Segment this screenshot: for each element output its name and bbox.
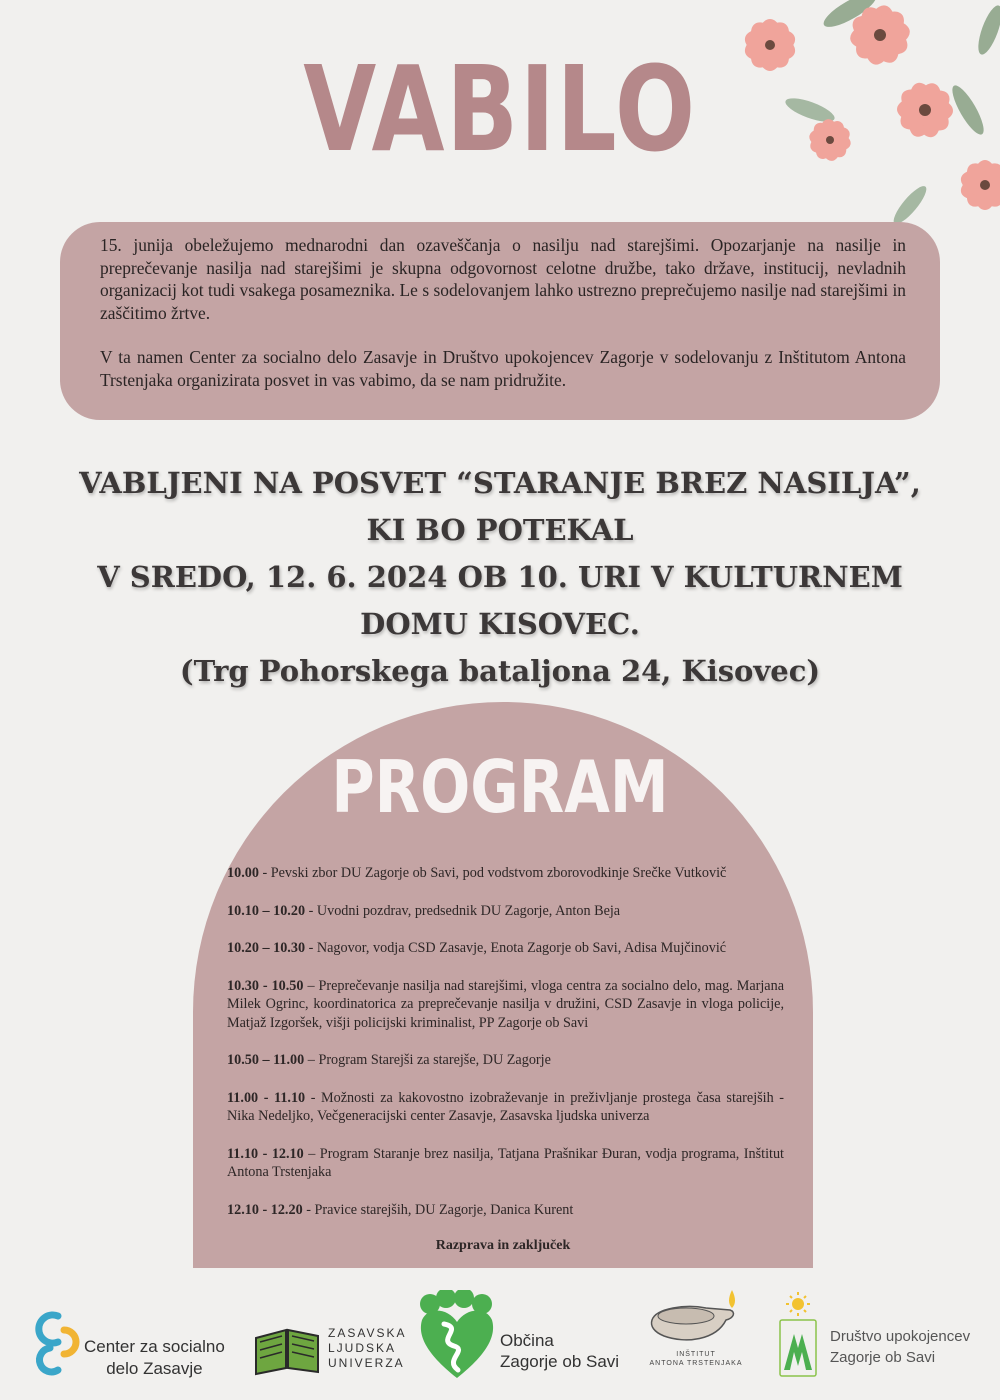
obcina-logo-line-1: Občina: [500, 1331, 554, 1350]
program-title: PROGRAM: [331, 745, 669, 829]
program-item: [227, 1201, 784, 1220]
intro-panel: [60, 222, 940, 420]
zlu-logo-line-2: LJUDSKA: [328, 1341, 397, 1355]
program-item: [227, 1051, 784, 1070]
obcina-logo: [414, 1290, 644, 1390]
program-item-time: 12.10 - 12.20: [227, 1201, 303, 1218]
oil-lamp-icon: [646, 1286, 746, 1348]
program-item-time: 11.00 - 11.10: [227, 1089, 306, 1106]
program-item-text: - Uvodni pozdrav, predsednik DU Zagorje, Anton Beja: [305, 902, 621, 919]
institut-logo-line-2: ANTONA TRSTENJAKA: [649, 1360, 743, 1367]
program-list: [227, 864, 784, 1238]
event-line-1: VABLJENI NA POSVET “STARANJE BREZ NASILJA”,: [79, 466, 921, 500]
du-logo-line-2: Zagorje ob Savi: [830, 1349, 936, 1366]
program-item-text: - Nagovor, vodja CSD Zasavje, Enota Zagorje ob Savi, Adisa Mujčinović: [305, 940, 727, 956]
institut-logo-line-1: INŠTITUT: [676, 1351, 716, 1358]
zlu-logo-line-1: ZASAVSKA: [328, 1326, 407, 1340]
partner-logos: [0, 1282, 1000, 1400]
du-logo-line-1: Društvo upokojencev: [830, 1328, 971, 1345]
csd-logo-icon: [28, 1308, 90, 1378]
du-logo: [776, 1290, 986, 1390]
program-item-text: – Program Starejši za starejše, DU Zagorje: [304, 1052, 551, 1068]
intro-paragraph-1: 15. junija obeležujemo mednarodni dan ozaveščanja o nasilju nad starejšimi. Opozarjanje na nasilje in preprečevanje nasilja nad starejšimi je skupna odgovornost celotne družbe, tako države, institucij, nevladnih organizacij kot tudi vsakega posameznika. Le s sodelovanjem lahko ustrezno preprečujemo nasilje nad starejšimi in zaščitimo žrtve.: [100, 235, 906, 323]
program-item-time: 10.30 - 10.50: [227, 977, 304, 994]
program-item-text: - Pevski zbor DU Zagorje ob Savi, pod vodstvom zborovodkinje Srečke Vutkovič: [258, 865, 727, 881]
institut-logo: [646, 1286, 746, 1386]
book-icon: [252, 1324, 322, 1376]
event-line-2: KI BO POTEKAL: [366, 513, 634, 547]
program-item: [227, 977, 784, 1033]
event-address: (Trg Pohorskega bataljona 24, Kisovec): [179, 654, 821, 688]
program-item: [227, 1089, 784, 1126]
heart-river-icon: [414, 1290, 500, 1380]
sun-mountain-icon: [776, 1290, 820, 1380]
program-item-time: 10.50 – 11.00: [227, 1052, 305, 1068]
program-item-time: 11.10 - 12.10: [227, 1145, 304, 1162]
program-item-time: 10.20 – 10.30: [227, 940, 306, 956]
obcina-logo-line-2: Zagorje ob Savi: [500, 1352, 620, 1371]
page-title: VABILO: [303, 40, 697, 178]
program-item: [227, 902, 784, 921]
zlu-logo: [252, 1320, 407, 1380]
event-line-4: DOMU KISOVEC.: [360, 607, 640, 641]
intro-paragraph-2: V ta namen Center za socialno delo Zasavje in Društvo upokojencev Zagorje v sodelovanju z Inštitutom Antona Trstenjaka organizirata posvet in vas vabimo, da se nam pridružite.: [100, 347, 906, 390]
event-announcement: [0, 460, 1000, 695]
program-item-text: - Pravice starejših, DU Zagorje, Danica Kurent: [302, 1201, 574, 1218]
program-item: [227, 1145, 784, 1182]
program-item: [227, 939, 784, 958]
csd-logo: [28, 1308, 238, 1378]
program-closing: Razprava in zaključek: [435, 1238, 571, 1253]
program-item-text: - Možnosti za kakovostno izobraževanje in preživljanje prostega časa starejših - Nika Nedeljko, Večgeneracijski center Zasavje, Zasavska ljudska univerza: [227, 1089, 784, 1124]
csd-logo-line-1: Center za socialno: [84, 1337, 225, 1356]
program-item-time: 10.00: [227, 865, 259, 881]
csd-logo-line-2: delo Zasavje: [106, 1359, 203, 1378]
program-item-text: – Preprečevanje nasilja nad starejšimi, vloga centra za socialno delo, mag. Marjana Milek Ogrinc, koordinatorica za preprečevanje nasilja v družini, CSD Zasavje in vloga policije, Matjaž Izgoršek, višji policijski kriminalist, PP Zagorje ob Savi: [227, 977, 784, 1031]
program-item: [227, 864, 784, 883]
zlu-logo-line-3: UNIVERZA: [328, 1356, 405, 1370]
program-item-time: 10.10 – 10.20: [227, 902, 306, 919]
event-line-3: V SREDO, 12. 6. 2024 OB 10. URI V KULTURNEM: [97, 560, 903, 594]
program-item-text: – Program Staranje brez nasilja, Tatjana Prašnikar Đuran, vodja programa, Inštitut Antona Trstenjaka: [227, 1145, 784, 1180]
